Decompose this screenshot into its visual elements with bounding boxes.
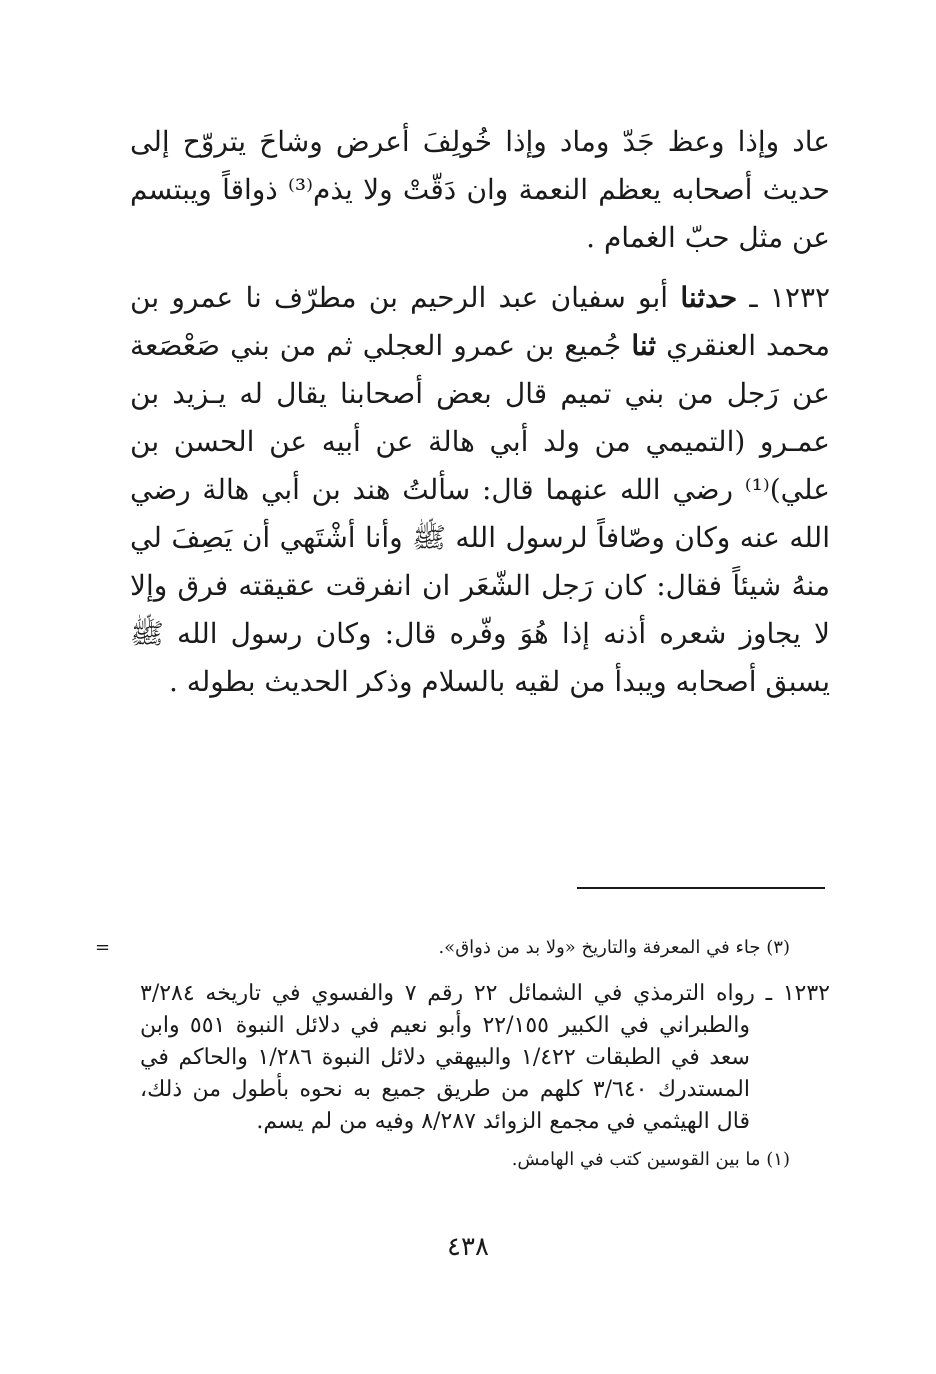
footnote-divider <box>577 887 825 889</box>
page-number: ٤٣٨ <box>447 1232 489 1262</box>
footnote-1: (١) ما بين القوسين كتب في الهامش. <box>511 1149 790 1170</box>
hadith-text-1: أبو سفيان عبد الرحيم بن مطرّف نا عمرو بن محمد العنقري <box>130 281 830 362</box>
hadith-number: ١٢٣٢ ـ <box>749 281 831 314</box>
footnote-1232: ١٢٣٢ ـ رواه الترمذي في الشمائل ٢٢ رقم ٧ والفسوي في تاريخه ٣/٢٨٤ والطبراني في الكبير ٢٢/١٥٥ وأبو نعيم في دلائل النبوة ٥٥١ وابن سعد في الطبقات ١/٤٢٢ والبيهقي دلائل النبوة ١/٢٨٦ والحاكم في المستدرك ٣/٦٤٠ كلهم من طريق جميع به نحوه بأطول من ذلك، قال الهيثمي في مجمع الزوائد ٨/٢٨٧ وفيه من لم يسم. <box>140 981 830 1134</box>
hadith-bold-2: ثنا <box>631 329 657 362</box>
main-text <box>130 118 830 706</box>
hadith-paragraph <box>130 274 830 706</box>
hadith-text-2: جُميع بن عمرو العجلي ثم من بني صَعْصَعة عن رَجل من بني تميم قال بعض أصحابنا يقال له يـزيد بن عمـرو (التميمي من ولد أبي هالة عن أبيه عن الحسن بن علي)⁽¹⁾ رضي الله عنهما قال: سألتُ هند بن أبي هالة رضي الله عنه وكان وصّافاً لرسول الله ﷺ وأنا أشْتَهي أن يَصِفَ لي منهُ شيئاً فقال: كان رَجل الشّعَر ان انفرقت عقيقته فرق وإلا لا يجاوز شعره أذنه إذا هُوَ وفّره قال: وكان رسول الله ﷺ يسبق أصحابه ويبدأ من لقيه بالسلام وذكر الحديث بطوله . <box>130 329 830 698</box>
continuation-mark: = <box>95 937 111 958</box>
paragraph-1: عاد وإذا وعظ جَدّ وماد وإذا خُولِفَ أعرض وشاحَ يتروّح إلى حديث أصحابه يعظم النعمة وان دَقّتْ ولا يذم⁽³⁾ ذواقاً ويبتسم عن مثل حبّ الغمام . <box>130 125 830 254</box>
footnotes <box>95 932 830 1176</box>
footnote-3: (٣) جاء في المعرفة والتاريخ «ولا بد من ذواق». <box>438 937 790 958</box>
footnote-continued <box>95 932 830 964</box>
hadith-opening: حدثنا <box>680 281 738 314</box>
